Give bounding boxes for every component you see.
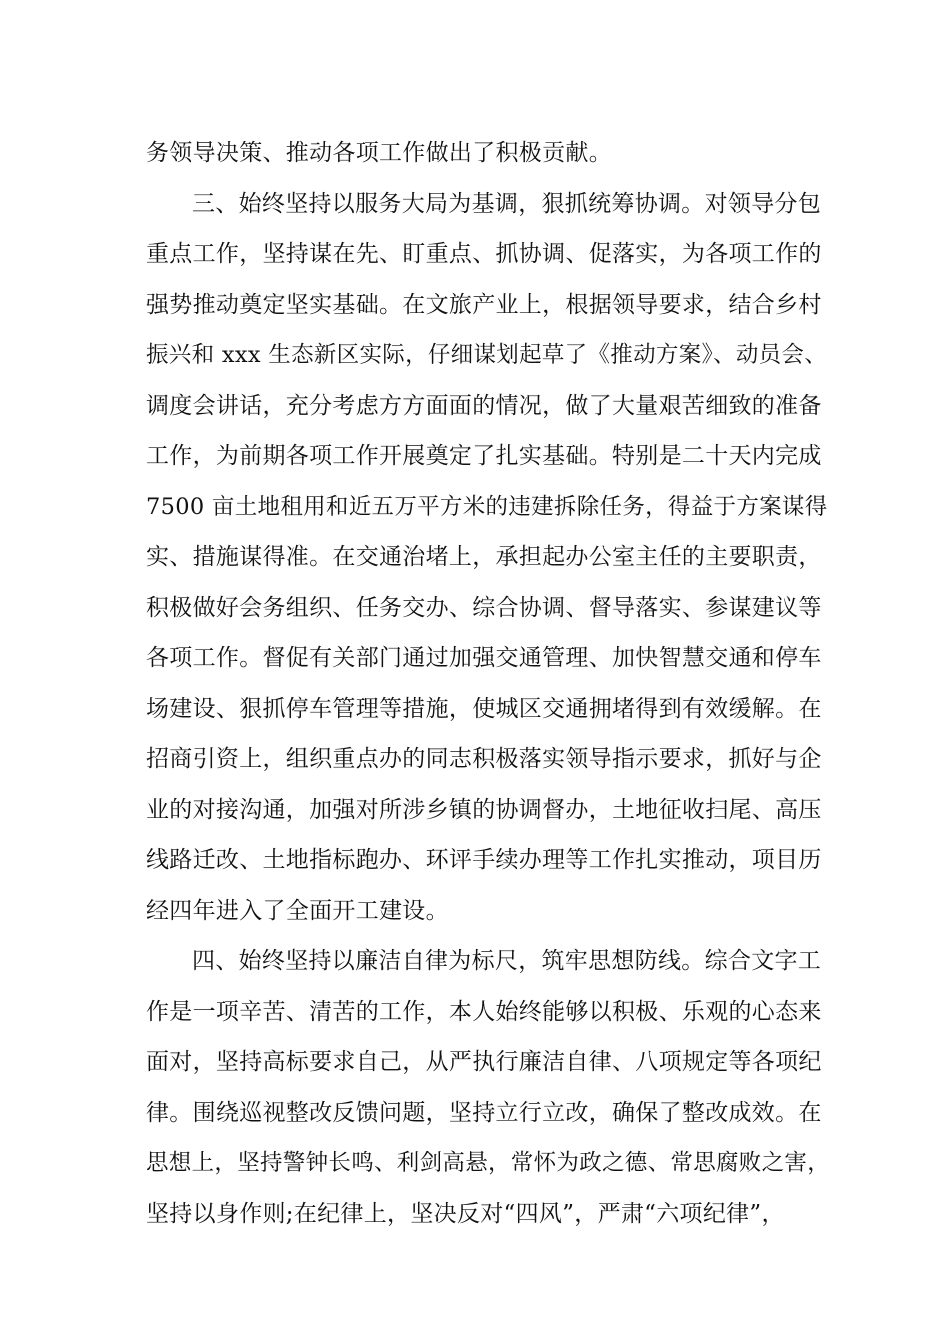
text-line: 招商引资上，组织重点办的同志积极落实领导指示要求，抓好与企 (146, 746, 822, 772)
text-line: 积极做好会务组织、任务交办、综合协调、督导落实、参谋建议等 (146, 594, 822, 621)
text-line: 工作，为前期各项工作开展奠定了扎实基础。特别是二十天内完成 (146, 443, 822, 469)
text-line: 经四年进入了全面开工建设。 (146, 897, 449, 924)
text-line: 思想上，坚持警钟长鸣、利剑高悬，常怀为政之德、常思腐败之害， (146, 1150, 831, 1176)
text-line: 线路迁改、土地指标跑办、环评手续办理等工作扎实推动，项目历 (146, 847, 822, 873)
text-line: 场建设、狠抓停车管理等措施，使城区交通拥堵得到有效缓解。在 (146, 695, 822, 722)
text-line: 面对，坚持高标要求自己，从严执行廉洁自律、八项规定等各项纪 (146, 1049, 822, 1075)
text-line: 律。围绕巡视整改反馈问题，坚持立行立改，确保了整改成效。在 (146, 1099, 822, 1126)
text-line: 强势推动奠定坚实基础。在文旅产业上，根据领导要求，结合乡村 (146, 291, 822, 318)
text-line: 振兴和 xxx 生态新区实际，仔细谋划起草了《推动方案》、动员会、 (146, 342, 828, 368)
text-line: 重点工作，坚持谋在先、盯重点、抓协调、促落实，为各项工作的 (146, 241, 822, 267)
text-line: 实、措施谋得准。在交通治堵上，承担起办公室主任的主要职责， (146, 544, 822, 570)
text-line: 务领导决策、推动各项工作做出了积极贡献。 (146, 140, 612, 166)
text-line: 作是一项辛苦、清苦的工作，本人始终能够以积极、乐观的心态来 (146, 998, 822, 1025)
text-line: 7500 亩土地租用和近五万平方米的违建拆除任务，得益于方案谋得 (146, 493, 828, 520)
text-line: 三、始终坚持以服务大局为基调，狠抓统筹协调。对领导分包 (192, 190, 822, 217)
text-line: 调度会讲话，充分考虑方方面面的情况，做了大量艰苦细致的准备 (146, 392, 822, 419)
document-body (146, 128, 836, 1239)
text-line: 各项工作。督促有关部门通过加强交通管理、加快智慧交通和停车 (146, 645, 822, 671)
text-line: 坚持以身作则;在纪律上，坚决反对“四风”，严肃“六项纪律”， (146, 1200, 785, 1227)
text-line: 业的对接沟通，加强对所涉乡镇的协调督办，土地征收扫尾、高压 (146, 796, 822, 823)
text-line: 四、始终坚持以廉洁自律为标尺，筑牢思想防线。综合文字工 (192, 948, 822, 974)
